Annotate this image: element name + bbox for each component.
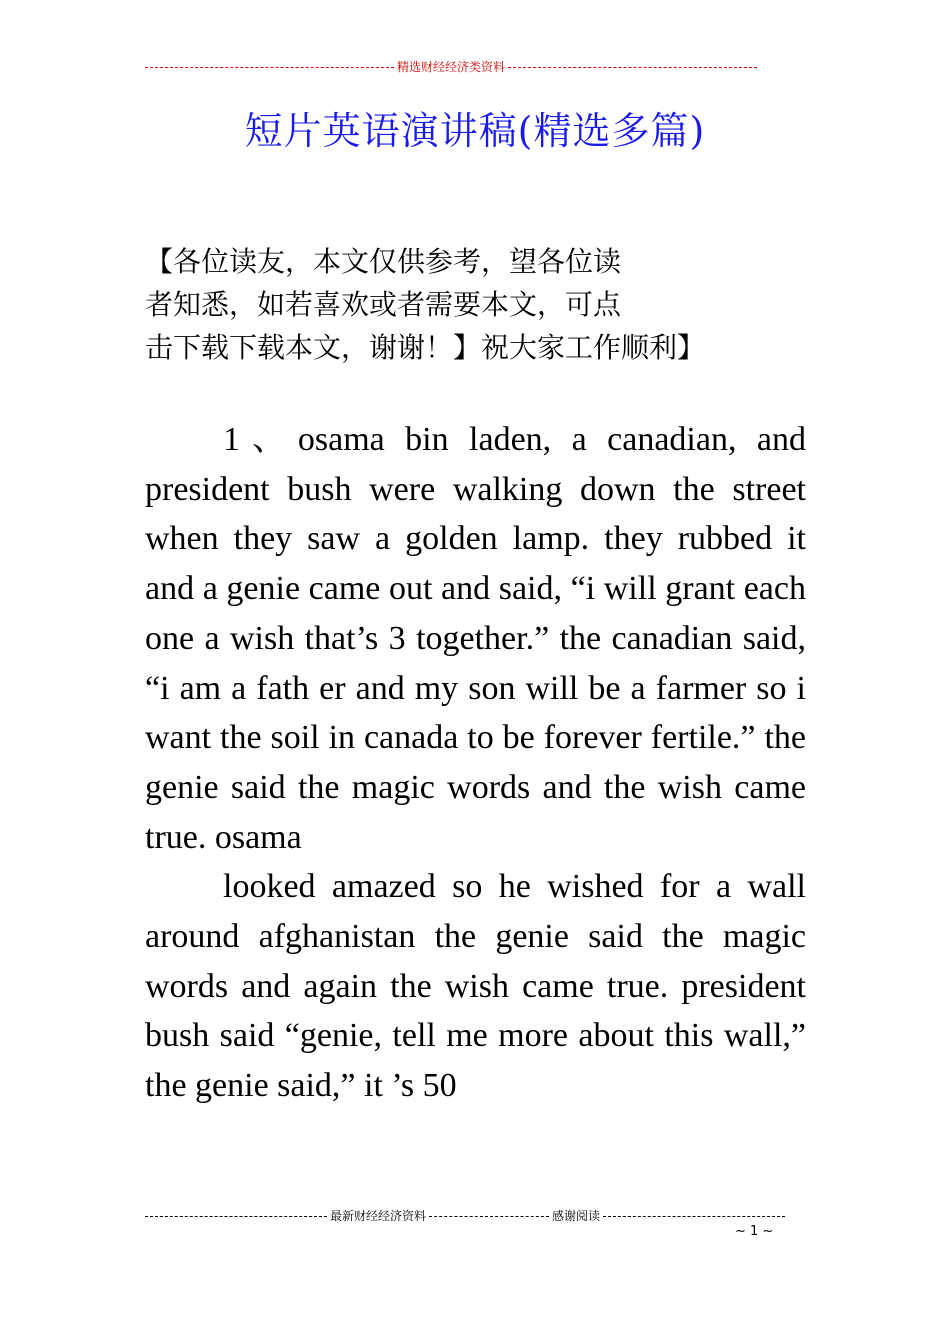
header-dash-right <box>508 67 757 68</box>
reader-notice <box>145 240 785 369</box>
notice-line-1: 【各位读友，本文仅供参考，望各位读 <box>145 245 622 278</box>
body-paragraph-1: 1、osama bin laden, a canadian, and president bush were walking down the street when they saw a golden lamp. they rubbed it and a genie came out and said, “i will grant each one a wish that’s 3 together.” the canadian said, “i am a fath er and my son will be a farmer so i want the soil in canada to be forever fertile.” the genie said the magic words and the wish came true. osama <box>145 421 806 856</box>
body-paragraph-2: looked amazed so he wished for a wall around afghanistan the genie said the magic words and again the wish came true. president bush said “genie, tell me more about this wall,” the genie said,” it ’s 50 <box>145 868 806 1105</box>
notice-line-3: 击下载下载本文，谢谢！】祝大家工作顺利】 <box>145 331 706 364</box>
document-body <box>145 415 806 1111</box>
footer-dash-left <box>145 1216 327 1217</box>
footer-rule <box>145 1207 785 1224</box>
page-number: ~ 1 ~ <box>735 1224 774 1239</box>
footer-right-label: 感谢阅读 <box>552 1209 601 1223</box>
header-rule <box>145 58 757 75</box>
footer-dash-right <box>603 1216 785 1217</box>
notice-line-2: 者知悉，如若喜欢或者需要本文，可点 <box>145 288 622 321</box>
header-label: 精选财经经济类资料 <box>397 60 506 74</box>
page-title: 短片英语演讲稿(精选多篇) <box>244 109 706 153</box>
footer-left-label: 最新财经经济资料 <box>329 1209 426 1223</box>
footer-dash-middle <box>429 1216 549 1217</box>
header-dash-left <box>145 67 394 68</box>
